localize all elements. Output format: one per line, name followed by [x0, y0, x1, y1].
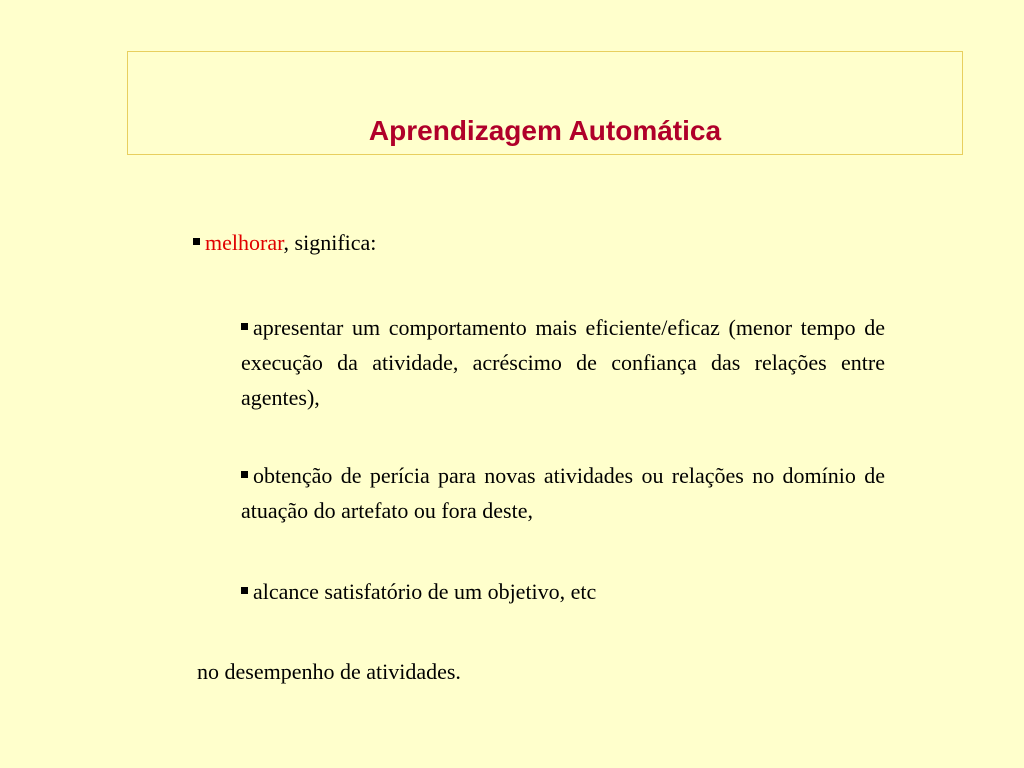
intro-rest: , significa: — [283, 230, 377, 255]
square-bullet-icon — [193, 238, 200, 245]
square-bullet-icon — [241, 323, 248, 330]
list-item-text: apresentar um comportamento mais eficiente/eficaz (menor tempo de execução da atividade, acréscimo de confiança das relações entre agentes), — [241, 315, 885, 410]
list-item-text: obtenção de perícia para novas atividades ou relações no domínio de atuação do artefato ou fora deste, — [241, 463, 885, 523]
slide-title: Aprendizagem Automática — [368, 115, 722, 146]
intro-line — [193, 229, 376, 257]
list-item — [241, 458, 885, 528]
list-item — [241, 574, 885, 609]
square-bullet-icon — [241, 587, 248, 594]
square-bullet-icon — [241, 471, 248, 478]
list-item — [241, 310, 885, 415]
closing-text: no desempenho de atividades. — [197, 659, 461, 684]
list-item-text: alcance satisfatório de um objetivo, etc — [253, 579, 597, 604]
intro-highlight: melhorar — [205, 230, 284, 255]
title-box — [127, 51, 963, 155]
